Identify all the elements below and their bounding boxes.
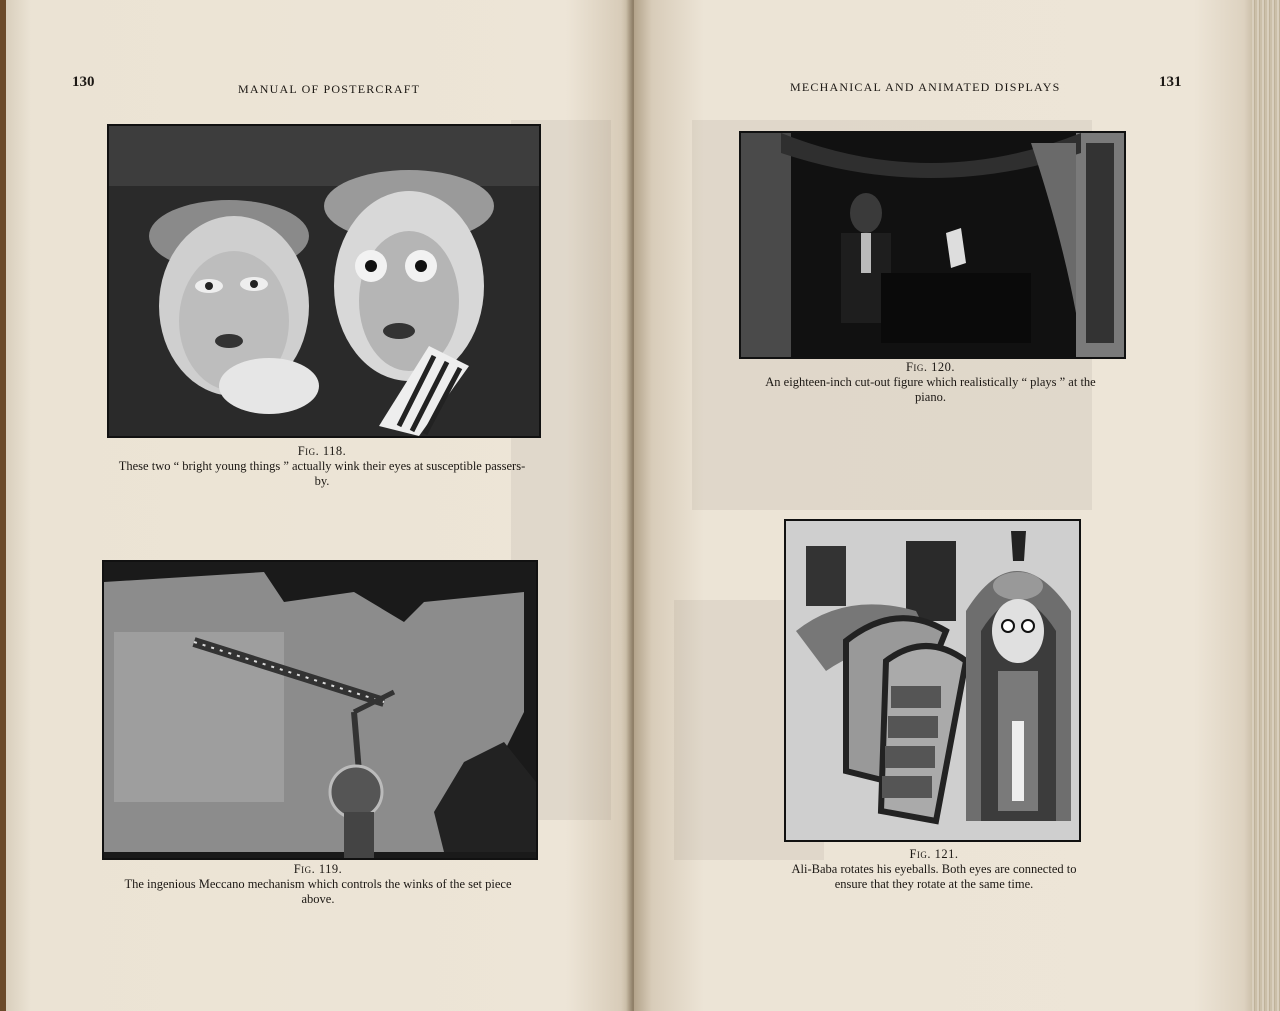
caption-text: The ingenious Meccano mechanism which controls the winks of the set piece above. — [124, 877, 512, 906]
running-head: MECHANICAL AND ANIMATED DISPLAYS — [790, 80, 1061, 94]
figure-119-photo — [102, 560, 538, 860]
running-head: MANUAL OF POSTERCRAFT — [238, 82, 421, 96]
caption-text: These two “ bright young things ” actually wink their eyes at susceptible passers-by. — [118, 459, 526, 488]
figure-121-photo — [784, 519, 1081, 842]
page-number: 131 — [1159, 74, 1182, 90]
caption-text: Ali-Baba rotates his eyeballs. Both eyes are connected to ensure that they rotate at the same time. — [791, 862, 1077, 891]
page-edges — [1252, 0, 1280, 1011]
figure-number: Fig. 119. — [293, 862, 343, 876]
figure-120-caption — [754, 360, 1107, 405]
piano-player-cutout-illustration — [741, 133, 1124, 357]
figure-118-photo — [107, 124, 541, 438]
right-page — [634, 0, 1254, 1011]
page-number: 130 — [72, 74, 95, 90]
figure-number: Fig. 118. — [297, 444, 347, 458]
figure-118-caption — [107, 444, 537, 489]
figure-121-caption — [784, 847, 1084, 892]
left-page — [6, 0, 634, 1011]
caption-text: An eighteen-inch cut-out figure which realistically “ plays ” at the piano. — [765, 375, 1096, 404]
meccano-mechanism-illustration — [104, 562, 536, 858]
ali-baba-display-illustration — [786, 521, 1079, 840]
figure-number: Fig. 121. — [909, 847, 959, 861]
two-girls-cutout-illustration — [109, 126, 539, 436]
figure-number: Fig. 120. — [905, 360, 956, 374]
figure-120-photo — [739, 131, 1126, 359]
figure-119-caption — [102, 862, 534, 907]
